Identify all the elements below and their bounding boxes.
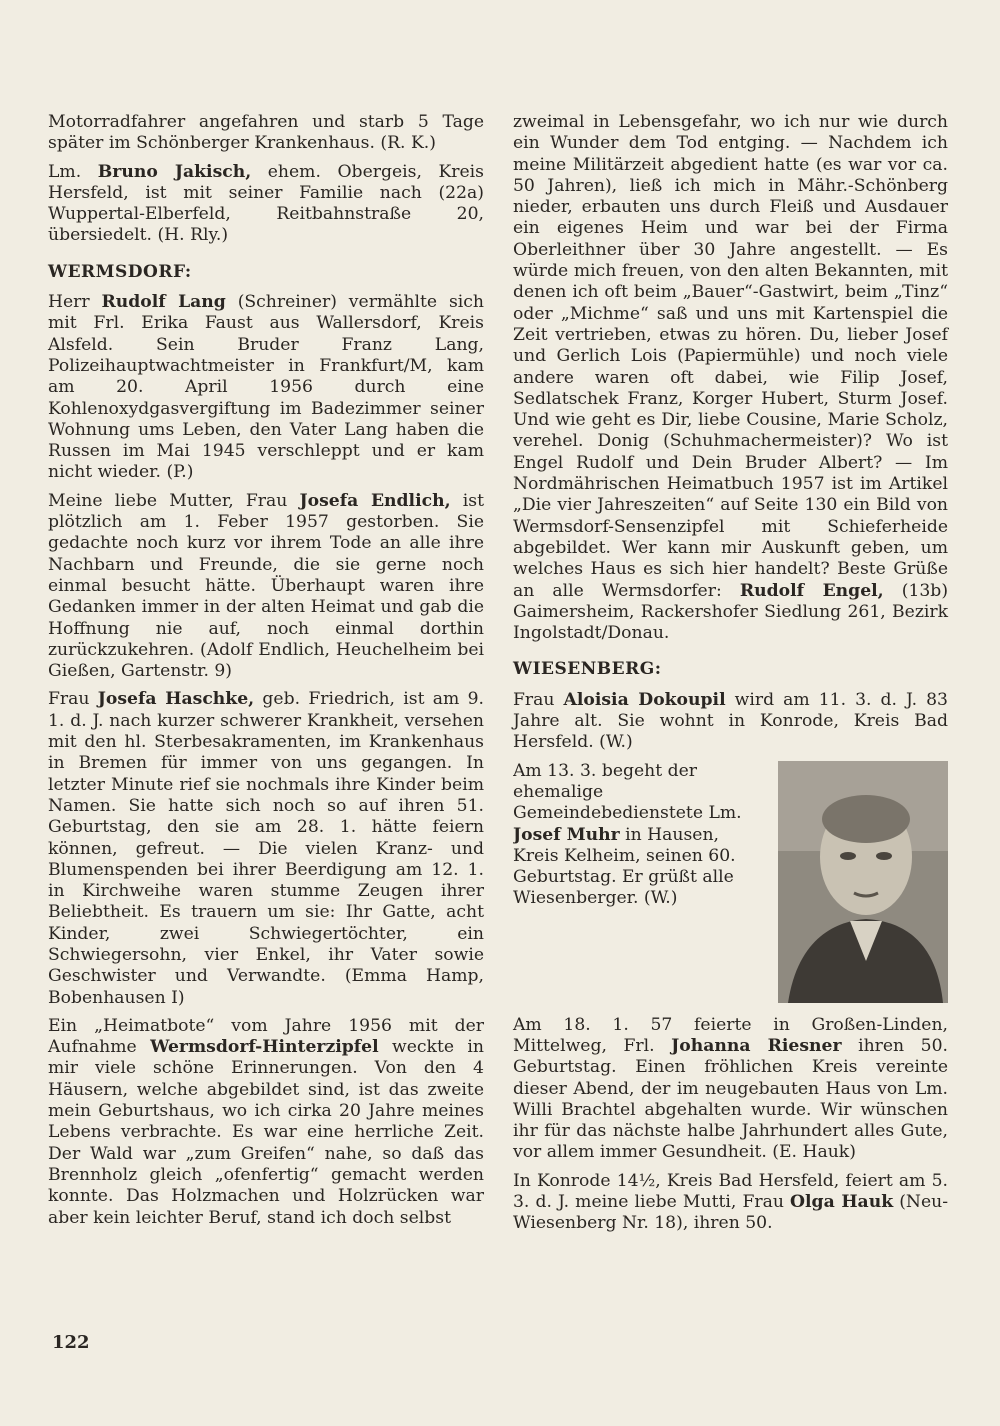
person-name: Josef Muhr [513,824,620,845]
person-name: Olga Hauk [790,1191,894,1212]
person-name: Johanna Riesner [671,1035,842,1056]
photo-block-muhr [513,761,948,1007]
person-name: Rudolf Engel, [739,580,884,601]
paragraph-endlich: Meine liebe Mutter, Frau Josefa Endlich, ist plötzlich am 1. Feber 1957 gestorben. Sie gedachte noch kurz vor ihrem Tode an alle ihre Nachbarn und Freunde, die sie gerne noch einmal besucht hätte. Überhaupt waren ihre Gedanken immer in der alten Heimat und gab die Hoffnung nie auf, noch einmal dorthin zurückzukehren. (Adolf Endlich, Heuchelheim bei Gießen, Gartenstr. 9) [48,490,484,682]
section-heading-wermsdorf: WERMSDORF: [48,261,192,282]
paragraph-muhr: Am 13. 3. begeht der ehemalige Gemeindebedienstete Lm. Josef Muhr in Hausen, Kreis Kelheim, seinen 60. Geburtstag. Er grüßt alle Wiesenberger. (W.) [513,760,742,909]
person-name: Bruno Jakisch, [97,161,252,182]
person-name: Josefa Endlich, [299,490,451,511]
person-name: Rudolf Lang [101,292,226,313]
section-heading-wiesenberg: WIESENBERG: [513,659,662,680]
paragraph-lang: Herr Rudolf Lang (Schreiner) vermählte sich mit Frl. Erika Faust aus Wallersdorf, Kreis Alsfeld. Sein Bruder Franz Lang, Polizeihauptwachtmeister in Frankfurt/M, kam am 20. April 1956 durch eine Kohlenoxydgasvergiftung im Badezimmer seiner Wohnung ums Leben, den Vater Lang haben die Russen im Mai 1945 verschleppt und er kam nicht wieder. (P.) [48,292,484,483]
paragraph-hauk: In Konrode 14½, Kreis Bad Hersfeld, feiert am 5. 3. d. J. meine liebe Mutti, Frau Olga Hauk (Neu-Wiesenberg Nr. 18), ihren 50. [513,1170,949,1234]
paragraph-heimatbote: Ein „Heimatbote“ vom Jahre 1956 mit der Aufnahme Wermsdorf-Hinterzipfel weckte in mir viele schöne Erinnerungen. Von den 4 Häusern, welche abgebildet sind, ist das zweite mein Geburtshaus, wo ich cirka 20 Jahre meines Lebens verbrachte. Es war eine herrliche Zeit. Der Wald war „zum Greifen“ nahe, so daß das Brennholz gleich „ofenfertig“ gemacht werden konnte. Das Holzmachen und Holzrücken war aber kein leichter Beruf, stand ich doch selbst [48,1015,484,1228]
paragraph-engel: zweimal in Lebensgefahr, wo ich nur wie durch ein Wunder dem Tod entging. — Nachdem ich meine Militärzeit abgedient hatte (es war vor ca. 50 Jahren), ließ ich mich in Mähr.-Schönberg nieder, erbauten uns durch Fleiß und Ausdauer ein eigenes Heim und war bei der Firma Oberleithner über 30 Jahre angestellt. — Es würde mich freuen, von den alten Bekannten, mit denen ich oft beim „Bauer“-Gastwirt, beim „Tinz“ oder „Michme“ saß und uns mit Kartenspiel die Zeit vertrieben, etwas zu hören. Du, lieber Josef und Gerlich Lois (Papiermühle) und noch viele andere waren oft dabei, wie Filip Josef, Sedlatschek Franz, Korger Hubert, Sturm Josef. Und wie geht es Dir, liebe Cousine, Marie Scholz, verehel. Donig (Schuhmachermeister)? Wo ist Engel Rudolf und Dein Bruder Albert? — Im Nordmährischen Heimatbuch 1957 ist im Artikel „Die vier Jahreszeiten“ auf Seite 130 ein Bild von Wermsdorf-Sensenzipfel mit Schieferheide abgebildet. Wer kann mir Auskunft geben, um welches Haus es sich hier handelt? Beste Grüße an alle Wermsdorfer: Rudolf Engel, (13b) Gaimersheim, Rackershofer Siedlung 261, Bezirk Ingolstadt/Donau. [513,112,949,644]
paragraph-jakisch: Lm. Bruno Jakisch, ehem. Obergeis, Kreis Hersfeld, ist mit seiner Familie nach (22a) Wuppertal-Elberfeld, Reitbahnstraße 20, übersiedelt. (H. Rly.) [48,161,484,246]
paragraph-accident: Motorradfahrer angefahren und starb 5 Tage später im Schönberger Krankenhaus. (R. K.) [48,112,484,154]
paragraph-riesner: Am 18. 1. 57 feierte in Großen-Linden, Mittelweg, Frl. Johanna Riesner ihren 50. Geburtstag. Einen fröhlichen Kreis vereinte dieser Abend, der im neugebauten Haus von Lm. Willi Brachtel abgehalten wurde. Wir wünschen ihr für das nächste halbe Jahrhundert alles Gute, vor allem immer Gesundheit. (E. Hauk) [513,1014,948,1163]
person-name: Josefa Haschke, [97,689,255,710]
page-number: 122 [52,1332,90,1353]
left-column [48,112,484,1236]
portrait-photo [778,761,948,1003]
person-name: Aloisia Dokoupil [563,689,726,710]
paragraph-haschke: Frau Josefa Haschke, geb. Friedrich, ist am 9. 1. d. J. nach kurzer schwerer Krankheit, versehen mit den hl. Sterbesakramenten, im Krankenhaus in Bremen für immer von uns gegangen. In letzter Minute rief sie nochmals ihre Kinder beim Namen. Sie hatte sich noch so auf ihren 51. Geburtstag, den sie am 28. 1. hätte feiern können, gefreut. — Die vielen Kranz- und Blumenspenden bei ihrer Beerdigung am 12. 1. in Kirchweihe waren stumme Zeugen ihrer Beliebtheit. Es trauern um sie: Ihr Gatte, acht Kinder, zwei Schwiegertöchter, ein Schwiegersohn, vier Enkel, ihr Vater sowie Geschwister und Verwandte. (Emma Hamp, Bobenhausen I) [48,689,484,1008]
place-name: Wermsdorf-Hinterzipfel [150,1037,379,1058]
right-column [513,112,948,1242]
paragraph-dokoupil: Frau Aloisia Dokoupil wird am 11. 3. d. J. 83 Jahre alt. Sie wohnt in Konrode, Kreis Bad Hersfeld. (W.) [513,689,948,753]
